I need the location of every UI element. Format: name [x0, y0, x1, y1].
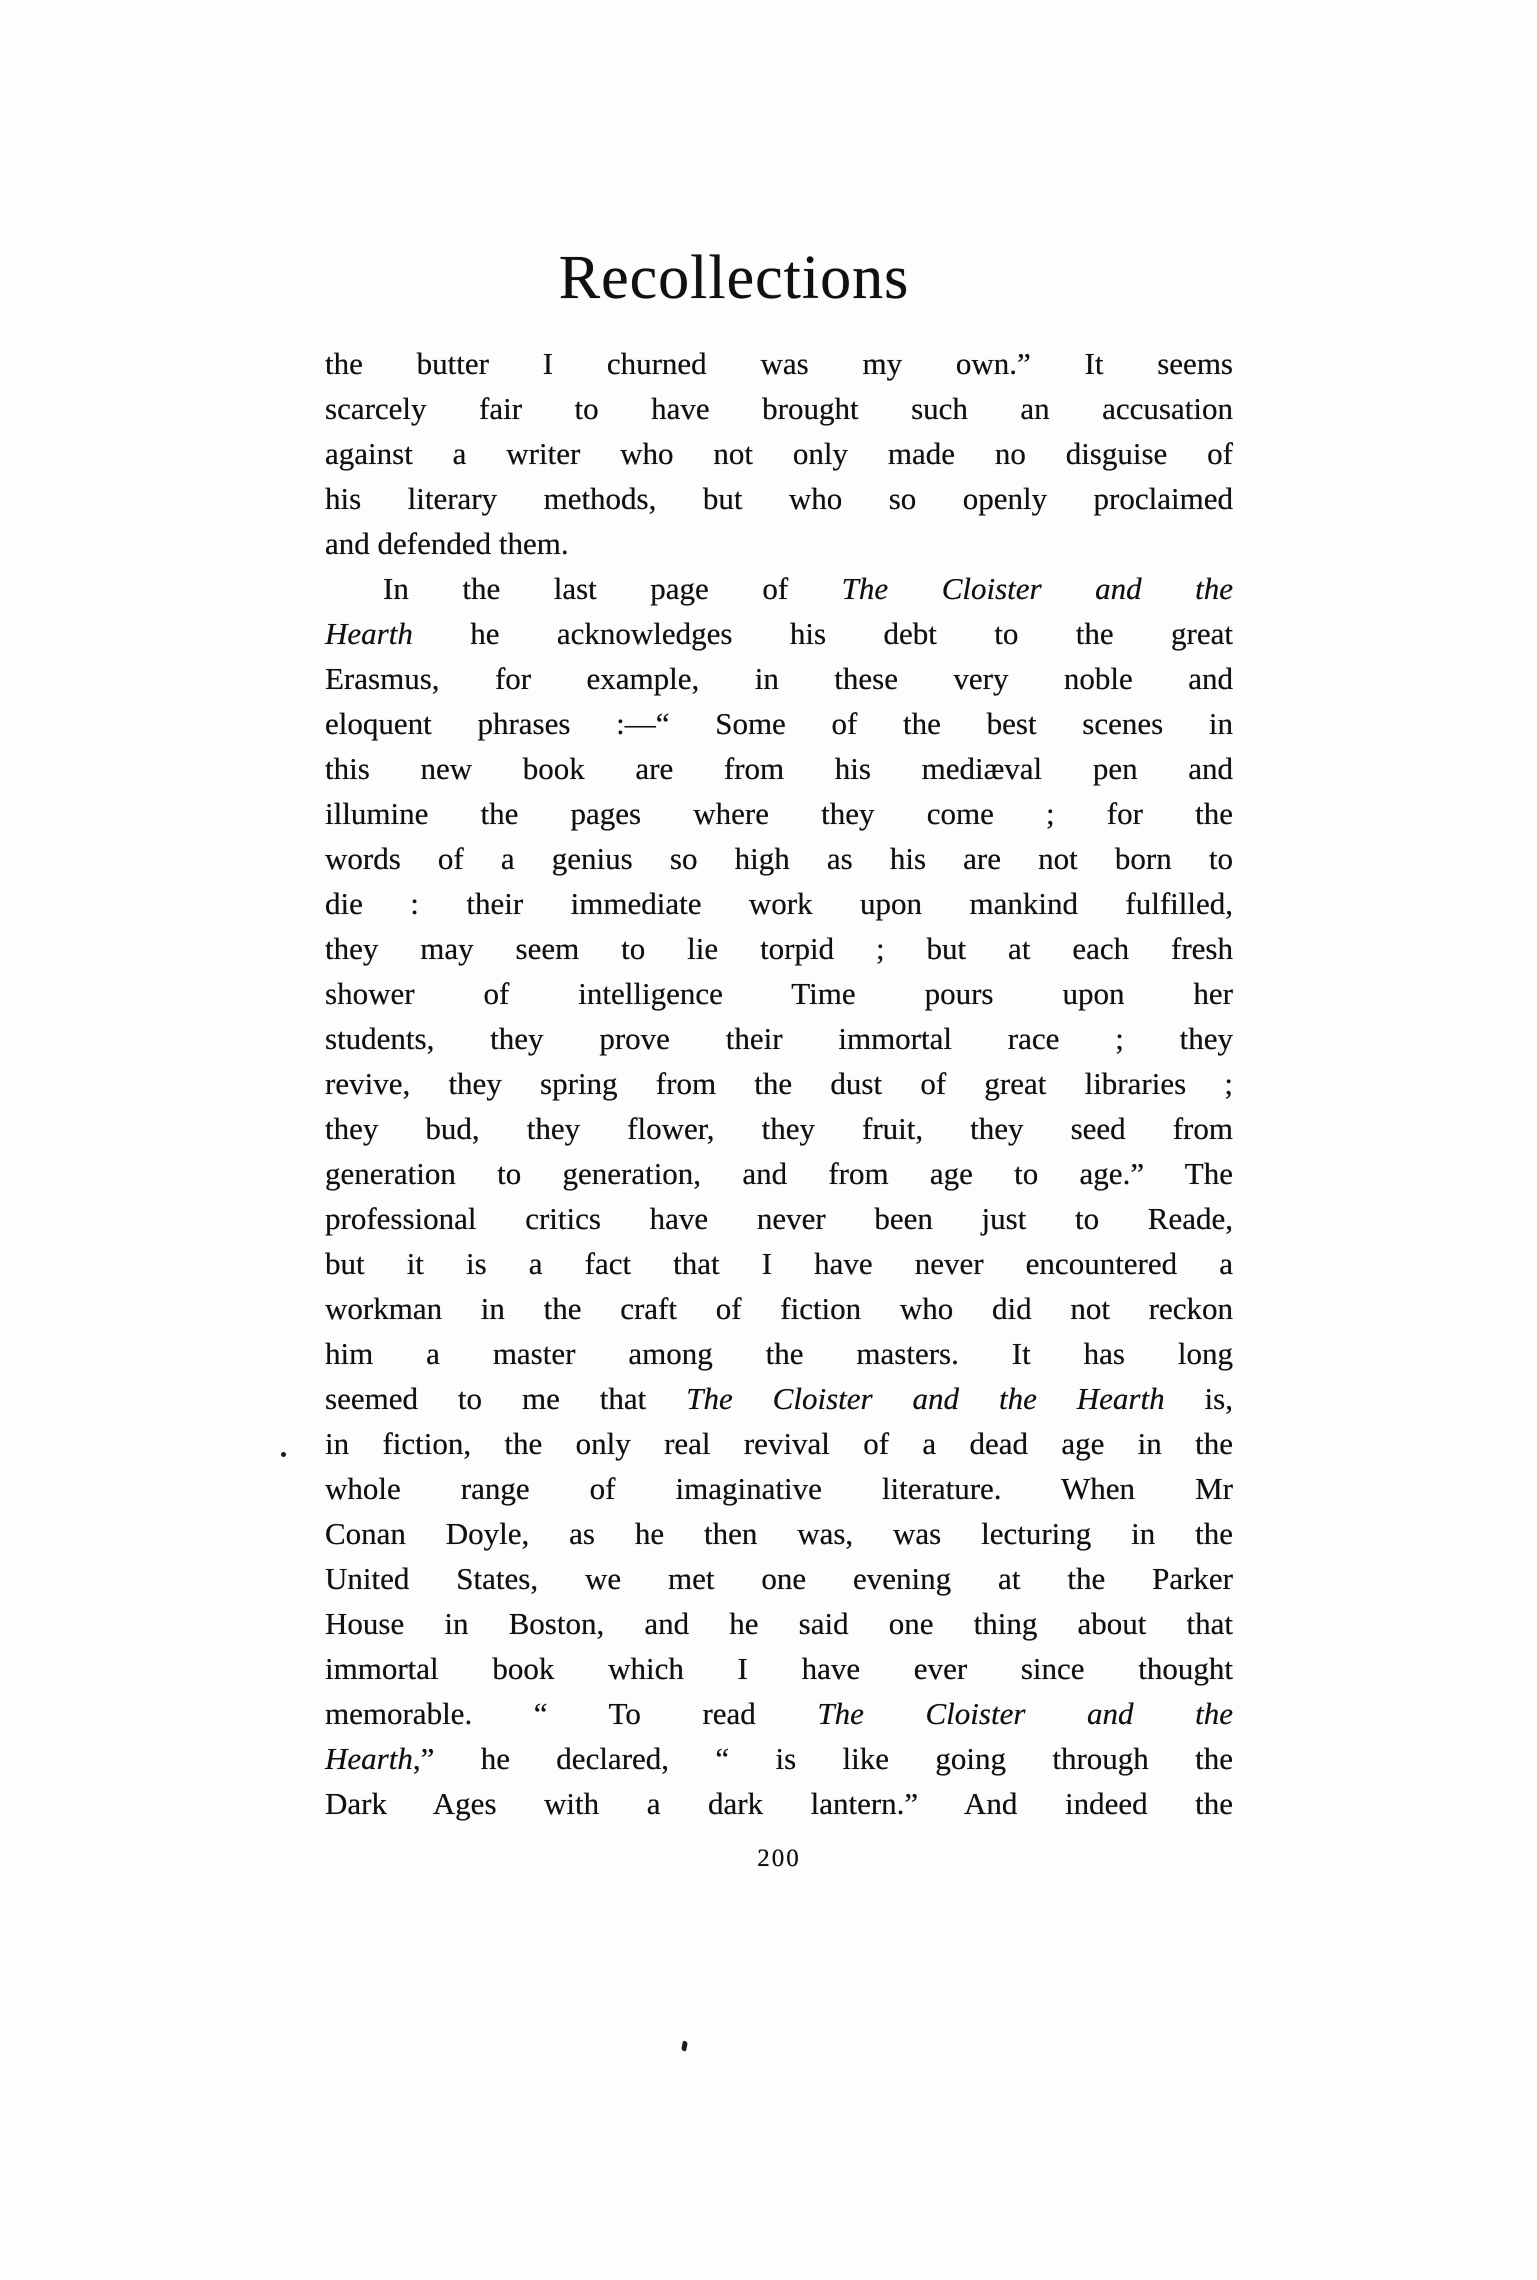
text-line: United States, we met one evening at the Parker — [325, 1561, 1233, 1596]
ink-speck-margin — [281, 1452, 286, 1457]
text-line: him a master among the masters. It has long — [325, 1336, 1233, 1371]
text-line: whole range of imaginative literature. When Mr — [325, 1471, 1233, 1506]
text-line: seemed to me that The Cloister and the Hearth is, — [325, 1381, 1233, 1416]
text-line: Conan Doyle, as he then was, was lecturing in the — [325, 1516, 1233, 1551]
page-title: Recollections — [558, 244, 910, 312]
text-line: Hearth,” he declared, “ is like going through the — [325, 1741, 1233, 1776]
text-line: words of a genius so high as his are not born to — [325, 841, 1233, 876]
text-line: Dark Ages with a dark lantern.” And indeed the — [325, 1786, 1233, 1821]
text-line: the butter I churned was my own.” It seems — [325, 346, 1233, 381]
text-line: Hearth he acknowledges his debt to the great — [325, 616, 1233, 651]
text-line: students, they prove their immortal race ; they — [325, 1021, 1233, 1056]
text-line: illumine the pages where they come ; for the — [325, 796, 1233, 831]
text-line: against a writer who not only made no disguise of — [325, 436, 1233, 471]
text-line: immortal book which I have ever since thought — [325, 1651, 1233, 1686]
text-line: revive, they spring from the dust of great libraries ; — [325, 1066, 1233, 1101]
text-line: generation to generation, and from age to age.” The — [325, 1156, 1233, 1191]
text-line: memorable. “ To read The Cloister and the — [325, 1696, 1233, 1731]
page-number: 200 — [757, 1845, 801, 1872]
text-line: professional critics have never been just to Reade, — [325, 1201, 1233, 1236]
text-line: In the last page of The Cloister and the — [383, 571, 1233, 606]
text-line: in fiction, the only real revival of a dead age in the — [325, 1426, 1233, 1461]
ink-speck-bottom — [681, 2041, 688, 2052]
text-line: scarcely fair to have brought such an accusation — [325, 391, 1233, 426]
text-line: House in Boston, and he said one thing about that — [325, 1606, 1233, 1641]
body-text — [325, 341, 1233, 1826]
text-line: they bud, they flower, they fruit, they seed from — [325, 1111, 1233, 1146]
text-line: workman in the craft of fiction who did not reckon — [325, 1291, 1233, 1326]
text-line: Erasmus, for example, in these very noble and — [325, 661, 1233, 696]
text-line: eloquent phrases :—“ Some of the best scenes in — [325, 706, 1233, 741]
text-line: his literary methods, but who so openly proclaimed — [325, 481, 1233, 516]
text-line: shower of intelligence Time pours upon her — [325, 976, 1233, 1011]
text-line: but it is a fact that I have never encountered a — [325, 1246, 1233, 1281]
text-line: and defended them. — [325, 526, 569, 561]
text-line: this new book are from his mediæval pen and — [325, 751, 1233, 786]
text-line: die : their immediate work upon mankind fulfilled, — [325, 886, 1233, 921]
text-line: they may seem to lie torpid ; but at each fresh — [325, 931, 1233, 966]
